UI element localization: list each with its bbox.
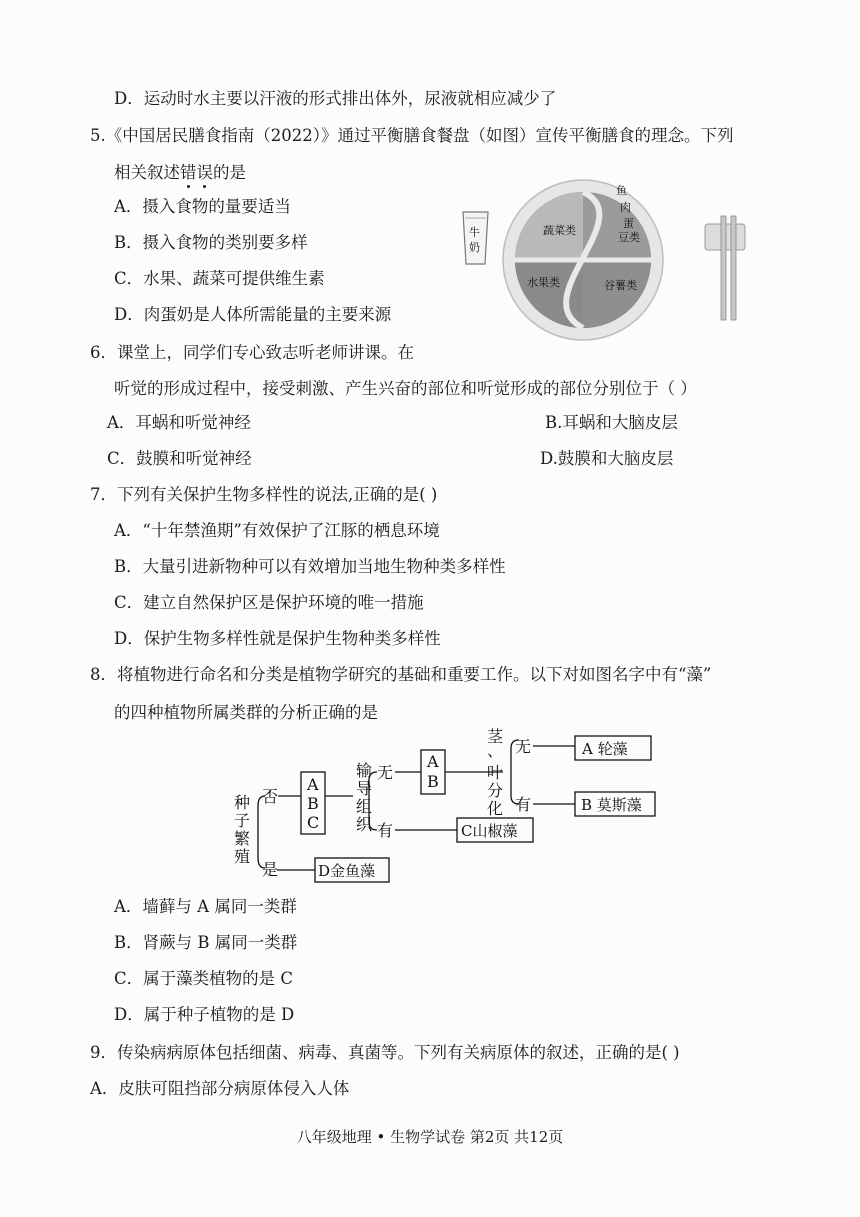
q5-option-a: A．摄入食物的量要适当 <box>114 197 291 216</box>
plate-milk-label-2: 奶 <box>469 241 480 254</box>
q6-stem-line2: 听觉的形成过程中，接受刺激、产生兴奋的部位和听觉形成的部位分别位于（ ） <box>114 379 697 398</box>
diag-abc-char-1: A <box>307 775 319 794</box>
diag-vascular-char-2: 导 <box>356 779 373 798</box>
diag-abc-char-2: B <box>307 794 319 813</box>
diag-ab-char-2: B <box>427 772 439 791</box>
q6-option-d: D.鼓膜和大脑皮层 <box>540 449 674 468</box>
q5-option-b: B．摄入食物的类别要多样 <box>114 233 308 252</box>
q5-emphasis-1: 错 <box>180 163 197 182</box>
q5-emphasis-2: 误 <box>196 163 213 182</box>
q7-option-d: D．保护生物多样性就是保护生物种类多样性 <box>114 629 441 648</box>
diag-stem-char-2: 、 <box>487 741 504 760</box>
q7-option-c: C．建立自然保护区是保护环境的唯一措施 <box>114 593 424 612</box>
plate-meat-label-2: 肉 <box>620 201 631 214</box>
diag-has2-label: 有 <box>515 795 532 814</box>
plate-meat-label-4: 豆类 <box>618 231 640 244</box>
q9-stem: 9．传染病病原体包括细菌、病毒、真菌等。下列有关病原体的叙述，正确的是( ) <box>90 1043 680 1062</box>
diag-ab-char-1: A <box>427 752 439 771</box>
q8-option-c: C．属于藻类植物的是 C <box>114 969 293 988</box>
diag-none-label: 无 <box>377 763 394 782</box>
q5-stem-line1: 5.《中国居民膳食指南（2022）》通过平衡膳食餐盘（如图）宣传平衡膳食的理念。下列 <box>90 126 734 145</box>
page-footer: 八年级地理 • 生物学试卷 第2页 共12页 <box>296 1128 564 1146</box>
q8-stem-line2: 的四种植物所属类群的分析正确的是 <box>114 703 378 722</box>
q6-option-a: A．耳蜗和听觉神经 <box>107 413 251 432</box>
q8-option-b: B．肾蕨与 B 属同一类群 <box>114 933 298 952</box>
plate-meat-label-1: 鱼 <box>616 184 627 197</box>
balanced-diet-plate <box>503 180 663 340</box>
q6-option-b: B.耳蜗和大脑皮层 <box>545 413 678 432</box>
plate-meat-label-3: 蛋 <box>623 217 634 230</box>
plant-classification-diagram <box>225 726 665 888</box>
diag-box-d: D金鱼藻 <box>318 862 376 880</box>
q9-option-a: A．皮肤可阻挡部分病原体侵入人体 <box>90 1079 350 1098</box>
diag-box-b: B 莫斯藻 <box>581 796 642 814</box>
diag-yes-label: 是 <box>262 860 279 879</box>
plate-fruits-label: 水果类 <box>527 276 560 289</box>
diag-seed-char-1: 种 <box>234 793 251 812</box>
diag-vascular-char-3: 组 <box>356 797 373 816</box>
diag-vascular-char-4: 织 <box>356 815 373 834</box>
q5-option-d: D．肉蛋奶是人体所需能量的主要来源 <box>114 305 392 324</box>
q5-stem-pre: 相关叙述 <box>114 163 180 182</box>
diag-stem-char-1: 茎 <box>487 727 504 746</box>
diag-box-a: A 轮藻 <box>582 740 628 758</box>
q5-stem-line2 <box>114 162 246 184</box>
plate-vegetables-label: 蔬菜类 <box>543 224 576 237</box>
plate-milk-label-1: 牛 <box>469 226 480 239</box>
diag-seed-char-3: 繁 <box>234 829 251 848</box>
q8-option-a: A．墙藓与 A 属同一类群 <box>114 897 297 916</box>
diag-seed-char-4: 殖 <box>234 847 251 866</box>
q8-stem-line1: 8．将植物进行命名和分类是植物学研究的基础和重要工作。以下对如图名字中有“藻” <box>90 665 712 684</box>
diag-seed-char-2: 子 <box>234 811 251 830</box>
diag-none2-label: 无 <box>515 737 532 756</box>
diet-plate-figure <box>455 178 775 343</box>
q5-stem-post: 的是 <box>213 163 246 182</box>
q6-stem-line1: 6．课堂上，同学们专心致志听老师讲课。在 <box>90 343 414 362</box>
q6-option-c: C．鼓膜和听觉神经 <box>107 449 252 468</box>
q7-stem: 7．下列有关保护生物多样性的说法,正确的是( ) <box>90 485 438 504</box>
plate-grains-label: 谷薯类 <box>604 279 637 292</box>
diag-has-label: 有 <box>377 821 394 840</box>
spoon-chopsticks-icon <box>705 216 745 320</box>
diag-stem-char-3: 叶 <box>487 763 504 782</box>
diag-vascular-char-1: 输 <box>356 761 373 780</box>
q8-option-d: D．属于种子植物的是 D <box>114 1005 295 1024</box>
q5-option-c: C．水果、蔬菜可提供维生素 <box>114 269 325 288</box>
q7-option-a: A．“十年禁渔期”有效保护了江豚的栖息环境 <box>114 521 440 540</box>
diag-box-c: C山椒藻 <box>461 822 518 840</box>
q7-option-b: B．大量引进新物种可以有效增加当地生物种类多样性 <box>114 557 506 576</box>
diag-stem-char-4: 分 <box>487 781 504 800</box>
q4-option-d: D．运动时水主要以汗液的形式排出体外，尿液就相应减少了 <box>114 89 557 108</box>
diag-abc-char-3: C <box>307 813 320 832</box>
diag-stem-char-5: 化 <box>487 799 504 818</box>
diag-no-label: 否 <box>262 787 279 806</box>
